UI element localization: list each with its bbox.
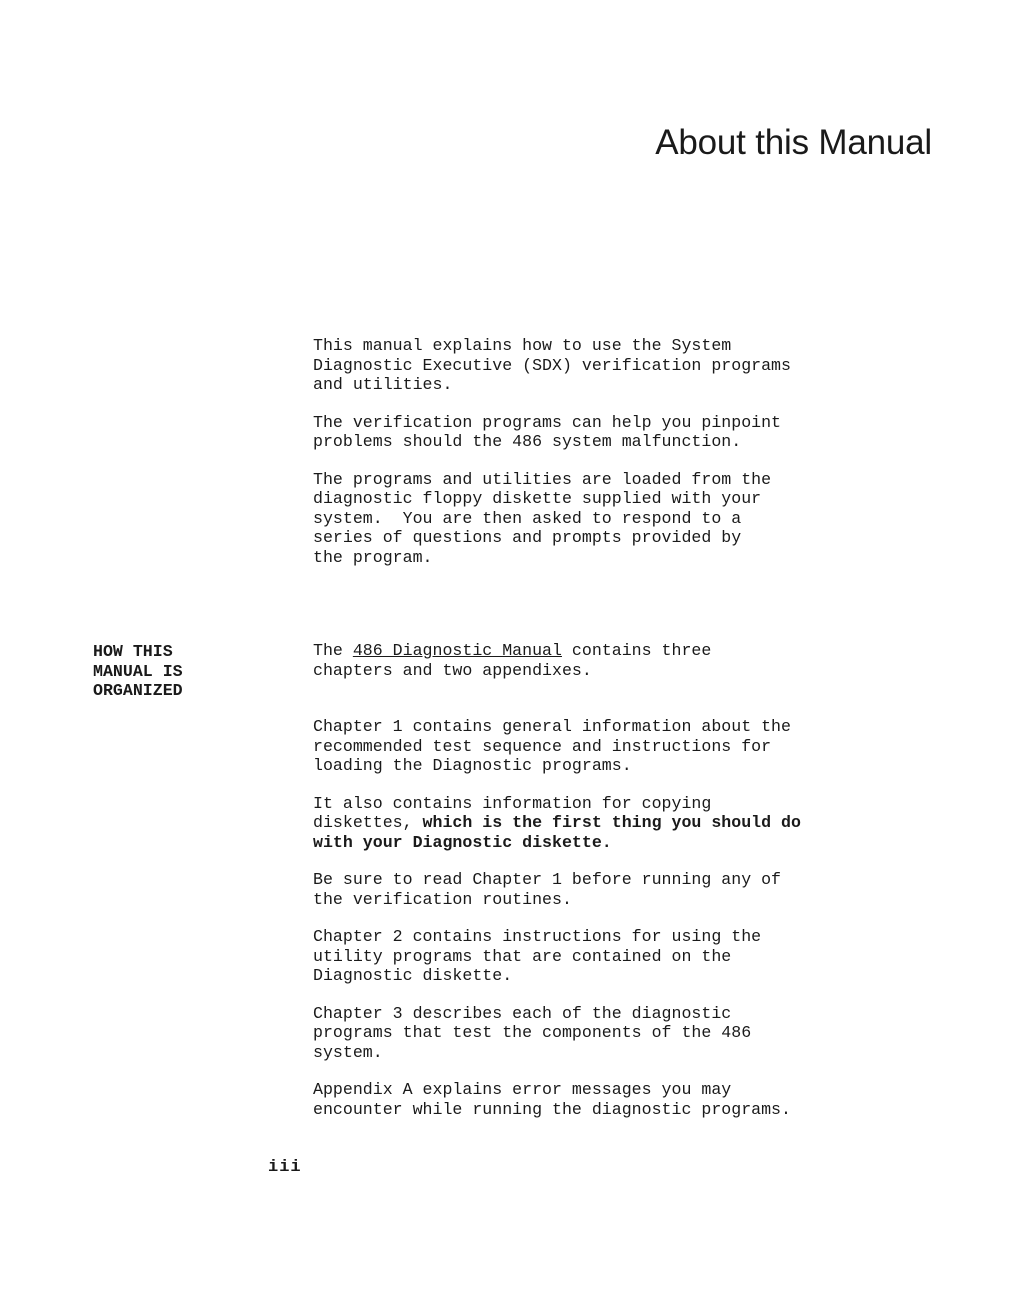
chapter-3-paragraph: Chapter 3 describes each of the diagnostic programs that test the components of the 486 system. <box>313 1003 752 1062</box>
manual-title-reference: 486 Diagnostic Manual <box>352 641 562 660</box>
read-first-paragraph: Be sure to read Chapter 1 before running any of the verification routines. <box>313 870 782 909</box>
copying-text: It also contains information for copying diskettes, <box>313 793 712 832</box>
manual-intro-prefix: The <box>313 641 353 660</box>
organization-paragraph-1 <box>313 641 801 680</box>
intro-paragraph-3: The programs and utilities are loaded from the diagnostic floppy diskette supplied with your system. You are then asked to respond to a series of questions and prompts provided by the program. <box>313 469 772 567</box>
chapter-1-paragraph: Chapter 1 contains general information about the recommended test sequence and instructions for loading the Diagnostic programs. <box>313 717 791 775</box>
appendix-a-paragraph: Appendix A explains error messages you may encounter while running the diagnostic programs. <box>313 1080 791 1119</box>
copying-paragraph <box>313 794 801 853</box>
organization-section <box>313 641 801 1137</box>
intro-section <box>313 336 791 585</box>
manual-intro-suffix: contains three chapters and two appendixes. <box>313 641 712 680</box>
page-number: iii <box>268 1158 302 1177</box>
intro-paragraph-1: This manual explains how to use the System Diagnostic Executive (SDX) verification programs and utilities. <box>313 336 791 394</box>
page-title: About this Manual <box>655 123 932 163</box>
copying-emphasis: which is the first thing you should do with your Diagnostic diskette. <box>313 813 801 852</box>
chapter-2-paragraph: Chapter 2 contains instructions for using the utility programs that are contained on the Diagnostic diskette. <box>313 927 762 985</box>
section-heading-organization: HOW THIS MANUAL IS ORGANIZED <box>93 642 183 700</box>
intro-paragraph-2: The verification programs can help you pinpoint problems should the 486 system malfunction. <box>313 412 782 451</box>
